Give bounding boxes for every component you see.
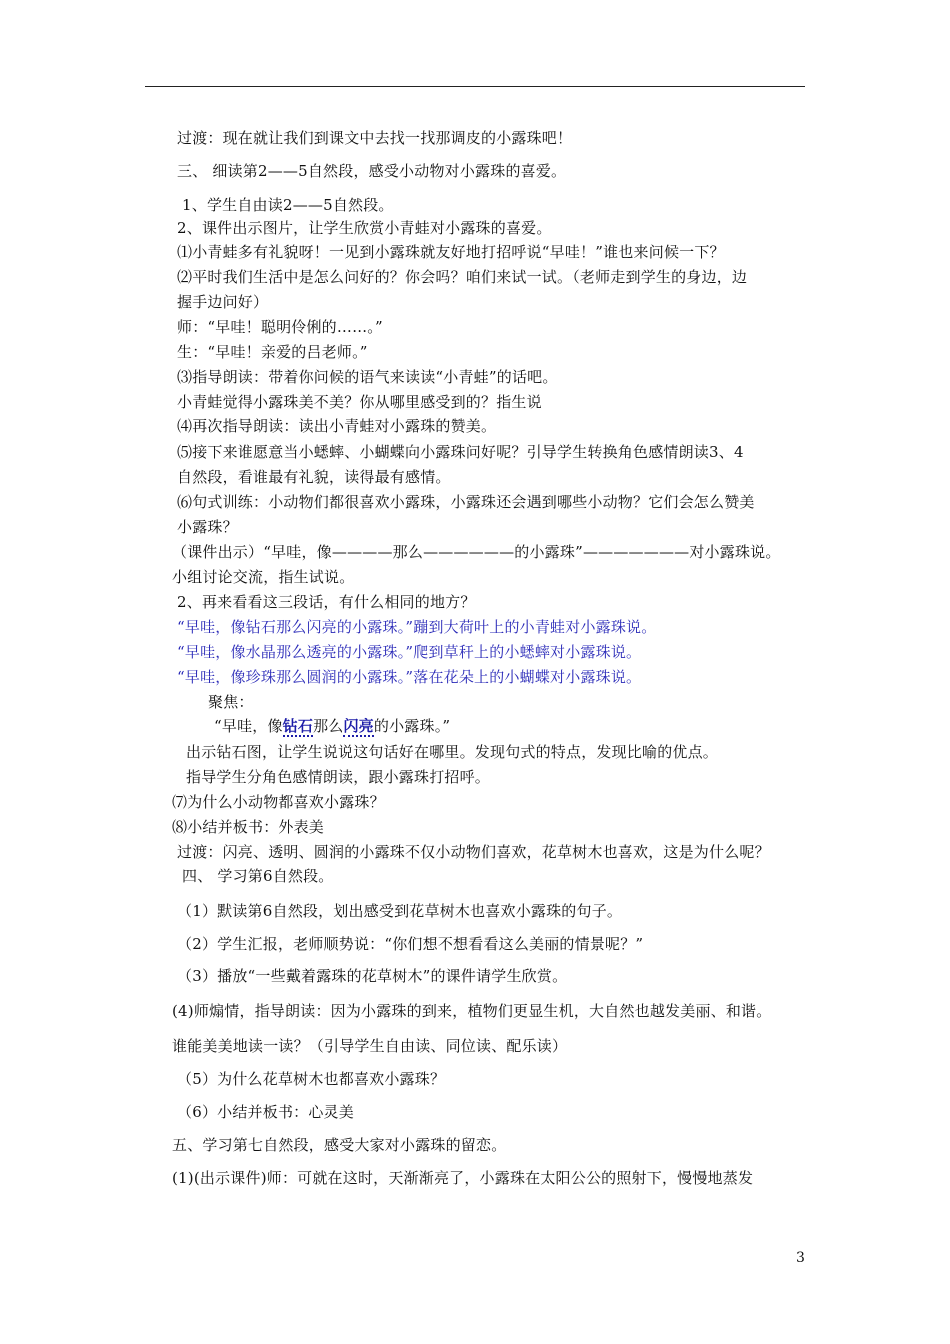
line-item: (4)师煽情，指导朗读：因为小露珠的到来，植物们更显生机，大自然也越发美丽、和谐。 [172, 1002, 772, 1020]
line-item: 1、学生自由读2——5自然段。 [182, 196, 394, 214]
line-item: （2）学生汇报，老师顺势说：“你们想不想看看这么美丽的情景呢？” [177, 935, 644, 953]
line-item: ⑸接下来谁愿意当小蟋蟀、小蝴蝶向小露珠问好呢？引导学生转换角色感情朗读3、4 [177, 443, 744, 461]
line-transition: 过渡：闪亮、透明、圆润的小露珠不仅小动物们喜欢，花草树木也喜欢，这是为什么呢？ [177, 843, 770, 861]
focus-word-diamond: 钻石 [282, 717, 314, 735]
line-item: ⑵平时我们生活中是怎么问好的？你会吗？咱们来试一试。（老师走到学生的身边，边 [177, 268, 748, 286]
line-item: ⑺为什么小动物都喜欢小露珠？ [172, 793, 385, 811]
focus-word-shiny: 闪亮 [343, 717, 374, 735]
line-item: 生：“早哇！亲爱的吕老师。” [177, 343, 368, 361]
line-item: （3）播放“一些戴着露珠的花草树木”的课件请学生欣赏。 [177, 967, 568, 985]
line-item: 小露珠？ [177, 518, 238, 536]
line-item: ⑹句式训练：小动物们都很喜欢小露珠，小露珠还会遇到哪些小动物？它们会怎么赞美 [177, 493, 755, 511]
line-transition: 过渡：现在就让我们到课文中去找一找那调皮的小露珠吧！ [177, 129, 573, 147]
line-item: 小青蛙觉得小露珠美不美？你从哪里感受到的？指生说 [177, 393, 542, 411]
focus-close: 的小露珠。” [373, 717, 451, 735]
line-item: （6）小结并板书：心灵美 [177, 1103, 354, 1121]
section-heading-3: 三、 细读第2——5自然段，感受小动物对小露珠的喜爱。 [177, 162, 567, 180]
line-item: ⑻小结并板书：外表美 [172, 818, 325, 836]
line-item: （5）为什么花草树木也都喜欢小露珠？ [177, 1070, 446, 1088]
line-item: 小组讨论交流，指生试说。 [172, 568, 355, 586]
focus-label: 聚焦： [208, 693, 254, 711]
line-item: 2、再来看看这三段话，有什么相同的地方？ [177, 593, 476, 611]
line-item: 自然段，看谁最有礼貌，读得最有感情。 [177, 468, 451, 486]
line-item: 谁能美美地读一读？（引导学生自由读、同位读、配乐读） [172, 1037, 568, 1055]
line-item: 握手边问好） [177, 293, 269, 311]
focus-mid: 那么 [313, 717, 344, 735]
line-item: 2、课件出示图片，让学生欣赏小青蛙对小露珠的喜爱。 [177, 219, 552, 237]
line-item: (1)(出示课件)师：可就在这时，天渐渐亮了，小露珠在太阳公公的照射下，慢慢地蒸发 [172, 1169, 754, 1187]
quote-line-butterfly: “早哇，像珍珠那么圆润的小露珠。”落在花朵上的小蝴蝶对小露珠说。 [177, 668, 642, 686]
section-heading-5: 五、学习第七自然段，感受大家对小露珠的留恋。 [172, 1136, 507, 1154]
page-number: 3 [796, 1250, 805, 1266]
line-item: 指导学生分角色感情朗读，跟小露珠打招呼。 [186, 768, 491, 786]
line-item: 师：“早哇！聪明伶俐的……。” [177, 318, 383, 336]
quote-line-frog: “早哇，像钻石那么闪亮的小露珠。”蹦到大荷叶上的小青蛙对小露珠说。 [177, 618, 657, 636]
line-item: （1）默读第6自然段，划出感受到花草树木也喜欢小露珠的句子。 [177, 902, 623, 920]
line-item: ⑴小青蛙多有礼貌呀！一见到小露珠就友好地打招呼说“早哇！”谁也来问候一下？ [177, 243, 725, 261]
focus-sentence [214, 717, 450, 735]
header-rule [145, 86, 805, 87]
quote-line-cricket: “早哇，像水晶那么透亮的小露珠。”爬到草秆上的小蟋蟀对小露珠说。 [177, 643, 642, 661]
line-item: 出示钻石图，让学生说说这句话好在哪里。发现句式的特点，发现比喻的优点。 [186, 743, 719, 761]
line-item: ⑷再次指导朗读：读出小青蛙对小露珠的赞美。 [177, 417, 497, 435]
section-heading-4: 四、 学习第6自然段。 [182, 867, 334, 885]
focus-open: “早哇，像 [214, 717, 283, 735]
line-item: ⑶指导朗读：带着你问候的语气来读读“小青蛙”的话吧。 [177, 368, 558, 386]
line-item: （课件出示）“早哇，像————那么——————的小露珠”———————对小露珠说。 [172, 543, 781, 561]
